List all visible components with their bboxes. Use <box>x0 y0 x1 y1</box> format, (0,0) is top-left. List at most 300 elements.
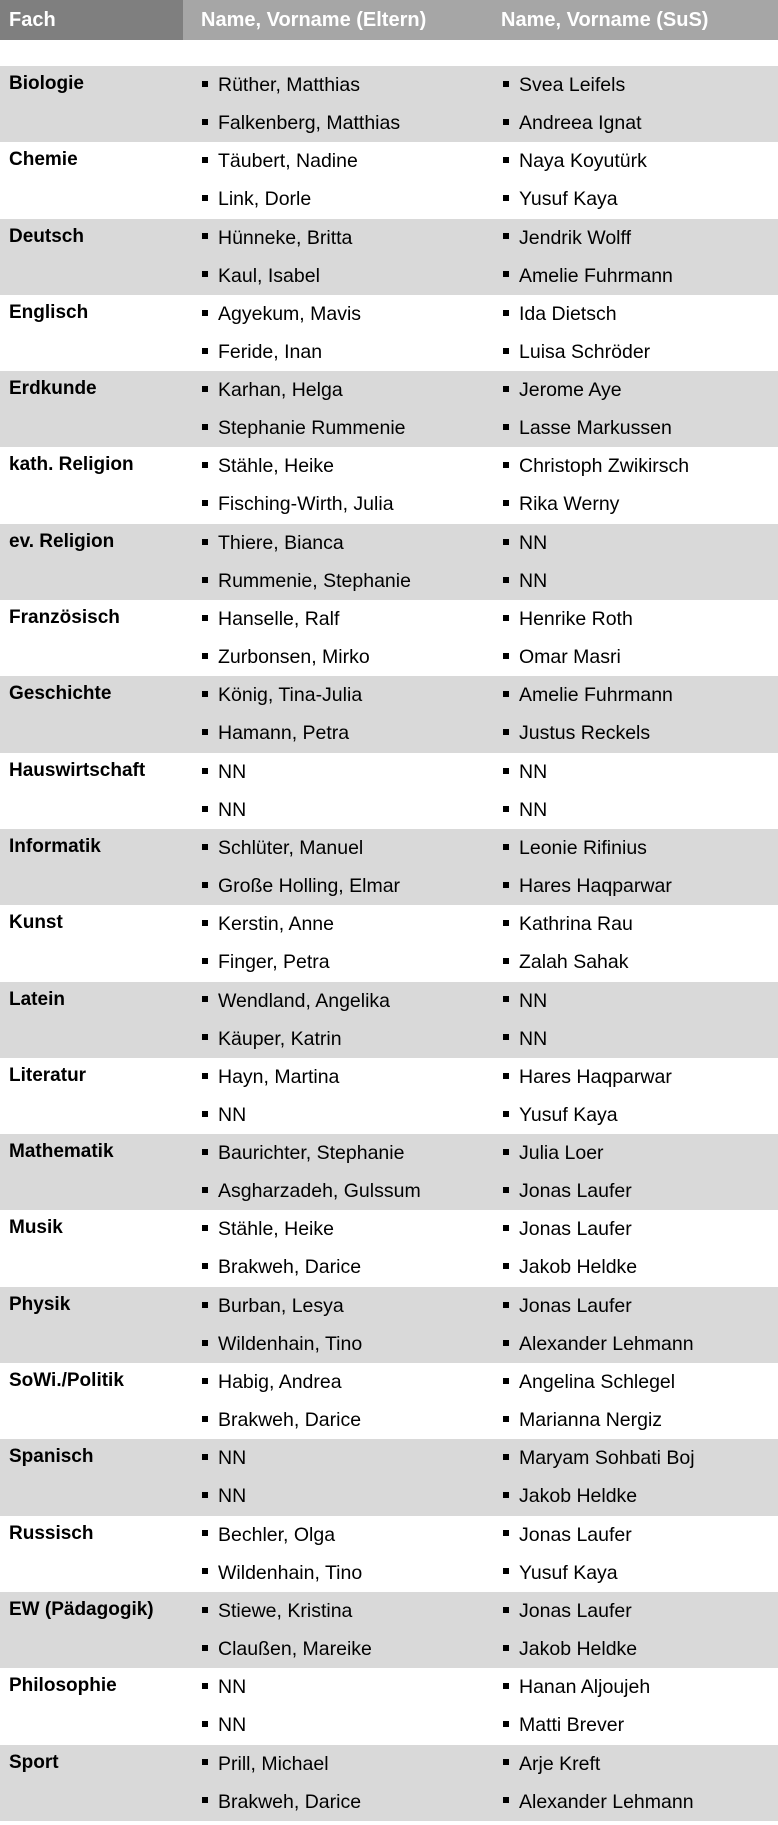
parent-name: Asgharzadeh, Gulssum <box>218 1180 421 1203</box>
bullet-icon <box>503 271 509 277</box>
parent-name: Wendland, Angelika <box>218 989 391 1012</box>
student-name: Svea Leifels <box>519 74 626 96</box>
table-row-group <box>0 1287 778 1363</box>
parent-name-cell <box>202 1599 352 1623</box>
table-row-group <box>0 524 778 600</box>
student-name-cell <box>503 1255 637 1279</box>
header-fach: Fach <box>0 0 183 40</box>
bullet-icon <box>503 424 509 430</box>
bullet-icon <box>503 195 509 201</box>
student-name-cell <box>503 1561 618 1585</box>
student-name-cell <box>503 1713 624 1737</box>
bullet-icon <box>503 1759 509 1765</box>
student-name: Jonas Laufer <box>519 1599 632 1622</box>
table-row-group <box>0 1668 778 1744</box>
student-name-cell <box>503 1103 618 1127</box>
student-name-cell <box>503 264 673 288</box>
bullet-icon <box>202 806 208 812</box>
bullet-icon <box>503 348 509 354</box>
parent-name-cell <box>202 531 344 555</box>
parent-name: Kerstin, Anne <box>218 913 334 936</box>
bullet-icon <box>503 1645 509 1651</box>
bullet-icon <box>202 882 208 888</box>
bullet-icon <box>202 1225 208 1231</box>
parent-name: Prill, Michael <box>218 1752 329 1775</box>
bullet-icon <box>503 691 509 697</box>
bullet-icon <box>503 882 509 888</box>
table-row-group <box>0 1363 778 1439</box>
student-name: Yusuf Kaya <box>519 188 618 211</box>
parent-name-cell <box>202 1790 361 1814</box>
parent-name: Große Holling, Elmar <box>218 874 401 897</box>
student-name: Andreea Ignat <box>519 112 642 134</box>
parent-name: Habig, Andrea <box>218 1371 342 1394</box>
student-name-cell <box>503 1637 637 1661</box>
table-row-group <box>0 447 778 523</box>
bullet-icon <box>503 806 509 812</box>
student-name-cell <box>503 645 621 669</box>
student-name: Ida Dietsch <box>519 302 617 325</box>
bullet-icon <box>202 844 208 850</box>
bullet-icon <box>202 462 208 468</box>
bullet-icon <box>503 233 509 239</box>
subject-label: Chemie <box>9 149 78 171</box>
table-row-group <box>0 676 778 752</box>
student-name: Jendrik Wolff <box>519 226 631 249</box>
parent-name-cell <box>202 1752 329 1776</box>
bullet-icon <box>503 577 509 583</box>
bullet-icon <box>503 729 509 735</box>
table-row-group <box>0 753 778 829</box>
parent-name: Kaul, Isabel <box>218 264 320 287</box>
bullet-icon <box>202 958 208 964</box>
bullet-icon <box>202 729 208 735</box>
parent-name-cell <box>202 416 406 440</box>
parent-name: Stähle, Heike <box>218 455 334 478</box>
bullet-icon <box>202 1416 208 1422</box>
table-row-group <box>0 219 778 295</box>
bullet-icon <box>503 539 509 545</box>
parent-name: Burban, Lesya <box>218 1294 344 1317</box>
parent-name-cell <box>202 798 246 822</box>
student-name: NN <box>519 569 548 592</box>
student-name: Jonas Laufer <box>519 1218 632 1241</box>
student-name: Jonas Laufer <box>519 1180 632 1203</box>
student-name-cell <box>503 569 547 593</box>
student-name-cell <box>503 607 633 631</box>
bullet-icon <box>503 386 509 392</box>
student-name-cell <box>503 1752 600 1776</box>
bullet-icon <box>503 920 509 926</box>
bullet-icon <box>202 920 208 926</box>
parent-name-cell <box>202 187 311 211</box>
parent-name: Hünneke, Britta <box>218 226 353 249</box>
bullet-icon <box>503 1607 509 1613</box>
student-name-cell <box>503 1294 632 1318</box>
bullet-icon <box>503 157 509 163</box>
table-body <box>0 66 778 1821</box>
student-name-cell <box>503 111 642 135</box>
student-name-cell <box>503 836 647 860</box>
bullet-icon <box>503 653 509 659</box>
parent-name: NN <box>218 1485 247 1508</box>
student-name: Rika Werny <box>519 493 620 516</box>
student-name-cell <box>503 1675 650 1699</box>
parent-name-cell <box>202 1294 344 1318</box>
parent-name-cell <box>202 1713 246 1737</box>
bullet-icon <box>202 500 208 506</box>
bullet-icon <box>202 119 208 125</box>
parent-name: Stähle, Heike <box>218 1218 334 1241</box>
bullet-icon <box>503 1111 509 1117</box>
parent-name: Schlüter, Manuel <box>218 836 364 859</box>
bullet-icon <box>503 310 509 316</box>
parent-name-cell <box>202 73 360 97</box>
bullet-icon <box>503 1797 509 1803</box>
bullet-icon <box>503 996 509 1002</box>
student-name: Hares Haqparwar <box>519 1065 672 1088</box>
parent-name-cell <box>202 989 390 1013</box>
parent-name: Bechler, Olga <box>218 1523 336 1546</box>
parent-name-cell <box>202 836 363 860</box>
student-name-cell <box>503 721 650 745</box>
student-name-cell <box>503 1217 632 1241</box>
parent-name-cell <box>202 1217 334 1241</box>
student-name-cell <box>503 683 673 707</box>
bullet-icon <box>202 1149 208 1155</box>
table-row-group <box>0 1058 778 1134</box>
parent-name: Baurichter, Stephanie <box>218 1142 405 1165</box>
student-name-cell <box>503 226 631 250</box>
subject-label: Englisch <box>9 301 89 323</box>
student-name: Christoph Zwikirsch <box>519 455 690 478</box>
parent-name: Feride, Inan <box>218 340 323 363</box>
parent-name: Wildenhain, Tino <box>218 1561 363 1584</box>
parent-name-cell <box>202 683 362 707</box>
student-name-cell <box>503 1599 632 1623</box>
bullet-icon <box>202 1263 208 1269</box>
subject-label: Latein <box>9 988 65 1010</box>
student-name: NN <box>519 989 548 1012</box>
student-name-cell <box>503 1179 632 1203</box>
bullet-icon <box>202 768 208 774</box>
student-name-cell <box>503 492 619 516</box>
parent-name: Täubert, Nadine <box>218 150 358 173</box>
student-name-cell <box>503 760 547 784</box>
bullet-icon <box>202 653 208 659</box>
parent-name-cell <box>202 1446 246 1470</box>
parent-name: Thiere, Bianca <box>218 531 344 554</box>
student-name: Justus Reckels <box>519 722 651 745</box>
parent-name-cell <box>202 721 349 745</box>
bullet-icon <box>202 1530 208 1536</box>
parent-name: Stephanie Rummenie <box>218 417 406 440</box>
parent-name: Hanselle, Ralf <box>218 608 340 631</box>
student-name-cell <box>503 1027 547 1051</box>
table-row-group <box>0 1516 778 1592</box>
subject-label: Biologie <box>9 73 84 94</box>
student-name-cell <box>503 416 672 440</box>
bullet-icon <box>202 1797 208 1803</box>
student-name: Arje Kreft <box>519 1752 601 1775</box>
table-row-group <box>0 1592 778 1668</box>
bullet-icon <box>202 1683 208 1689</box>
bullet-icon <box>503 1187 509 1193</box>
student-name: Alexander Lehmann <box>519 1790 694 1813</box>
parent-name: Brakweh, Darice <box>218 1790 362 1813</box>
parent-name: Agyekum, Mavis <box>218 302 362 325</box>
subject-label: EW (Pädagogik) <box>9 1598 154 1620</box>
parent-name-cell <box>202 1179 421 1203</box>
student-name-cell <box>503 1408 662 1432</box>
subject-label: ev. Religion <box>9 530 115 552</box>
student-name: Jonas Laufer <box>519 1523 632 1546</box>
subject-label: Sport <box>9 1751 59 1773</box>
bullet-icon <box>202 1378 208 1384</box>
bullet-icon <box>503 1530 509 1536</box>
student-name-cell <box>503 149 647 173</box>
table-row-group <box>0 66 778 142</box>
parent-name-cell <box>202 111 400 135</box>
bullet-icon <box>202 577 208 583</box>
parent-name-cell <box>202 569 411 593</box>
bullet-icon <box>202 386 208 392</box>
table-row-group <box>0 371 778 447</box>
student-name-cell <box>503 302 617 326</box>
subject-label: Deutsch <box>9 225 84 247</box>
subject-label: SoWi./Politik <box>9 1370 124 1392</box>
parent-name-cell <box>202 1408 361 1432</box>
parent-name: Falkenberg, Matthias <box>218 112 401 134</box>
parent-name: Hamann, Petra <box>218 722 350 745</box>
bullet-icon <box>503 81 509 87</box>
bullet-icon <box>202 1340 208 1346</box>
student-name-cell <box>503 187 618 211</box>
student-name-cell <box>503 798 547 822</box>
bullet-icon <box>202 1492 208 1498</box>
student-name: Jonas Laufer <box>519 1294 632 1317</box>
bullet-icon <box>503 958 509 964</box>
bullet-icon <box>202 348 208 354</box>
student-name: Yusuf Kaya <box>519 1561 618 1584</box>
student-name-cell <box>503 531 547 555</box>
bullet-icon <box>202 1759 208 1765</box>
bullet-icon <box>503 462 509 468</box>
parent-name-cell <box>202 378 343 402</box>
student-name: Kathrina Rau <box>519 913 633 936</box>
student-name: Yusuf Kaya <box>519 1103 618 1126</box>
bullet-icon <box>202 195 208 201</box>
parent-name-cell <box>202 1065 339 1089</box>
table-row-group <box>0 1439 778 1515</box>
parent-name-cell <box>202 264 320 288</box>
bullet-icon <box>503 615 509 621</box>
parent-name-cell <box>202 1255 361 1279</box>
parent-name-cell <box>202 1484 246 1508</box>
bullet-icon <box>503 500 509 506</box>
parent-name-cell <box>202 454 334 478</box>
parent-name-cell <box>202 1675 246 1699</box>
parent-name: Käuper, Katrin <box>218 1027 342 1050</box>
table-row-group <box>0 982 778 1058</box>
parent-name: Claußen, Mareike <box>218 1637 372 1660</box>
parent-name: König, Tina-Julia <box>218 684 363 707</box>
student-name: Zalah Sahak <box>519 951 629 974</box>
student-name: Hanan Aljoujeh <box>519 1676 651 1699</box>
parent-name: Hayn, Martina <box>218 1065 340 1088</box>
parent-name: Brakweh, Darice <box>218 1409 362 1432</box>
parent-name-cell <box>202 645 370 669</box>
parent-name-cell <box>202 340 322 364</box>
student-name: Jakob Heldke <box>519 1256 638 1279</box>
parent-name-cell <box>202 1561 362 1585</box>
student-name: Matti Brever <box>519 1714 625 1737</box>
student-name-cell <box>503 340 650 364</box>
student-name-cell <box>503 874 672 898</box>
bullet-icon <box>202 81 208 87</box>
bullet-icon <box>202 615 208 621</box>
student-name: Lasse Markussen <box>519 417 672 440</box>
parent-name: Link, Dorle <box>218 188 312 211</box>
table-row-group <box>0 295 778 371</box>
student-name: Jerome Aye <box>519 379 622 402</box>
parent-name: Brakweh, Darice <box>218 1256 362 1279</box>
bullet-icon <box>503 1683 509 1689</box>
table-row-group <box>0 905 778 981</box>
bullet-icon <box>503 1340 509 1346</box>
bullet-icon <box>503 1073 509 1079</box>
student-name: Marianna Nergiz <box>519 1409 663 1432</box>
bullet-icon <box>503 1568 509 1574</box>
parent-name: Zurbonsen, Mirko <box>218 646 370 669</box>
bullet-icon <box>202 424 208 430</box>
table-row-group <box>0 600 778 676</box>
bullet-icon <box>503 1225 509 1231</box>
student-name-cell <box>503 989 547 1013</box>
bullet-icon <box>503 1454 509 1460</box>
subject-label: kath. Religion <box>9 454 134 476</box>
bullet-icon <box>202 157 208 163</box>
student-name-cell <box>503 1332 694 1356</box>
bullet-icon <box>202 271 208 277</box>
bullet-icon <box>202 1607 208 1613</box>
subject-label: Erdkunde <box>9 378 97 400</box>
student-name: Julia Loer <box>519 1142 604 1165</box>
bullet-icon <box>503 1492 509 1498</box>
parent-name: NN <box>218 1676 247 1699</box>
student-name-cell <box>503 950 629 974</box>
table-row-group <box>0 1210 778 1286</box>
student-name-cell <box>503 1370 675 1394</box>
parent-name-cell <box>202 1141 404 1165</box>
parent-name-cell <box>202 912 334 936</box>
parent-name-cell <box>202 226 352 250</box>
bullet-icon <box>202 1721 208 1727</box>
parent-name-cell <box>202 1332 362 1356</box>
header-sus: Name, Vorname (SuS) <box>483 0 778 40</box>
student-name-cell <box>503 1523 632 1547</box>
subject-label: Geschichte <box>9 683 112 705</box>
bullet-icon <box>202 1645 208 1651</box>
subject-label: Mathematik <box>9 1141 114 1163</box>
table-row-group <box>0 829 778 905</box>
student-name: Maryam Sohbati Boj <box>519 1447 695 1470</box>
bullet-icon <box>503 844 509 850</box>
parent-name-cell <box>202 760 246 784</box>
bullet-icon <box>202 1302 208 1308</box>
parent-name: NN <box>218 1447 247 1470</box>
parent-name-cell <box>202 492 394 516</box>
bullet-icon <box>202 233 208 239</box>
parent-name: Rummenie, Stephanie <box>218 569 411 592</box>
student-name-cell <box>503 1790 694 1814</box>
table-row-group <box>0 1134 778 1210</box>
parent-name-cell <box>202 1637 372 1661</box>
student-name: Jakob Heldke <box>519 1485 638 1508</box>
parent-name: Wildenhain, Tino <box>218 1332 363 1355</box>
parent-name-cell <box>202 950 330 974</box>
student-name-cell <box>503 73 625 97</box>
table-row-group <box>0 142 778 218</box>
parent-name-cell <box>202 149 358 173</box>
student-name: Omar Masri <box>519 646 621 669</box>
bullet-icon <box>503 1034 509 1040</box>
subject-label: Philosophie <box>9 1675 117 1697</box>
bullet-icon <box>503 1721 509 1727</box>
bullet-icon <box>503 119 509 125</box>
bullet-icon <box>202 1187 208 1193</box>
bullet-icon <box>202 996 208 1002</box>
bullet-icon <box>202 1034 208 1040</box>
parent-name: NN <box>218 1103 247 1126</box>
subject-label: Französisch <box>9 607 120 629</box>
student-name-cell <box>503 1141 604 1165</box>
parent-name: NN <box>218 1714 247 1737</box>
table-row-group <box>0 1745 778 1821</box>
student-name: Amelie Fuhrmann <box>519 684 673 707</box>
student-name: Angelina Schlegel <box>519 1371 676 1394</box>
bullet-icon <box>202 539 208 545</box>
subject-label: Literatur <box>9 1064 87 1086</box>
bullet-icon <box>202 1073 208 1079</box>
student-name: Naya Koyutürk <box>519 150 647 173</box>
student-name: Alexander Lehmann <box>519 1332 694 1355</box>
student-name-cell <box>503 454 689 478</box>
bullet-icon <box>202 310 208 316</box>
parent-name: Finger, Petra <box>218 951 330 974</box>
parent-name: Fisching-Wirth, Julia <box>218 493 394 516</box>
student-name-cell <box>503 1446 695 1470</box>
parent-name-cell <box>202 1027 342 1051</box>
parent-name-cell <box>202 607 339 631</box>
student-name-cell <box>503 912 633 936</box>
student-name-cell <box>503 1484 637 1508</box>
student-name: Luisa Schröder <box>519 340 651 363</box>
parent-name: Stiewe, Kristina <box>218 1599 353 1622</box>
bullet-icon <box>202 1454 208 1460</box>
subject-label: Russisch <box>9 1522 94 1544</box>
student-name: Amelie Fuhrmann <box>519 264 673 287</box>
parent-name-cell <box>202 1523 335 1547</box>
parent-name: NN <box>218 760 247 783</box>
student-name: NN <box>519 798 548 821</box>
bullet-icon <box>503 768 509 774</box>
bullet-icon <box>202 1111 208 1117</box>
student-name: Hares Haqparwar <box>519 874 672 897</box>
student-name: Leonie Rifinius <box>519 836 647 859</box>
parent-name: NN <box>218 798 247 821</box>
header-eltern: Name, Vorname (Eltern) <box>183 0 483 40</box>
